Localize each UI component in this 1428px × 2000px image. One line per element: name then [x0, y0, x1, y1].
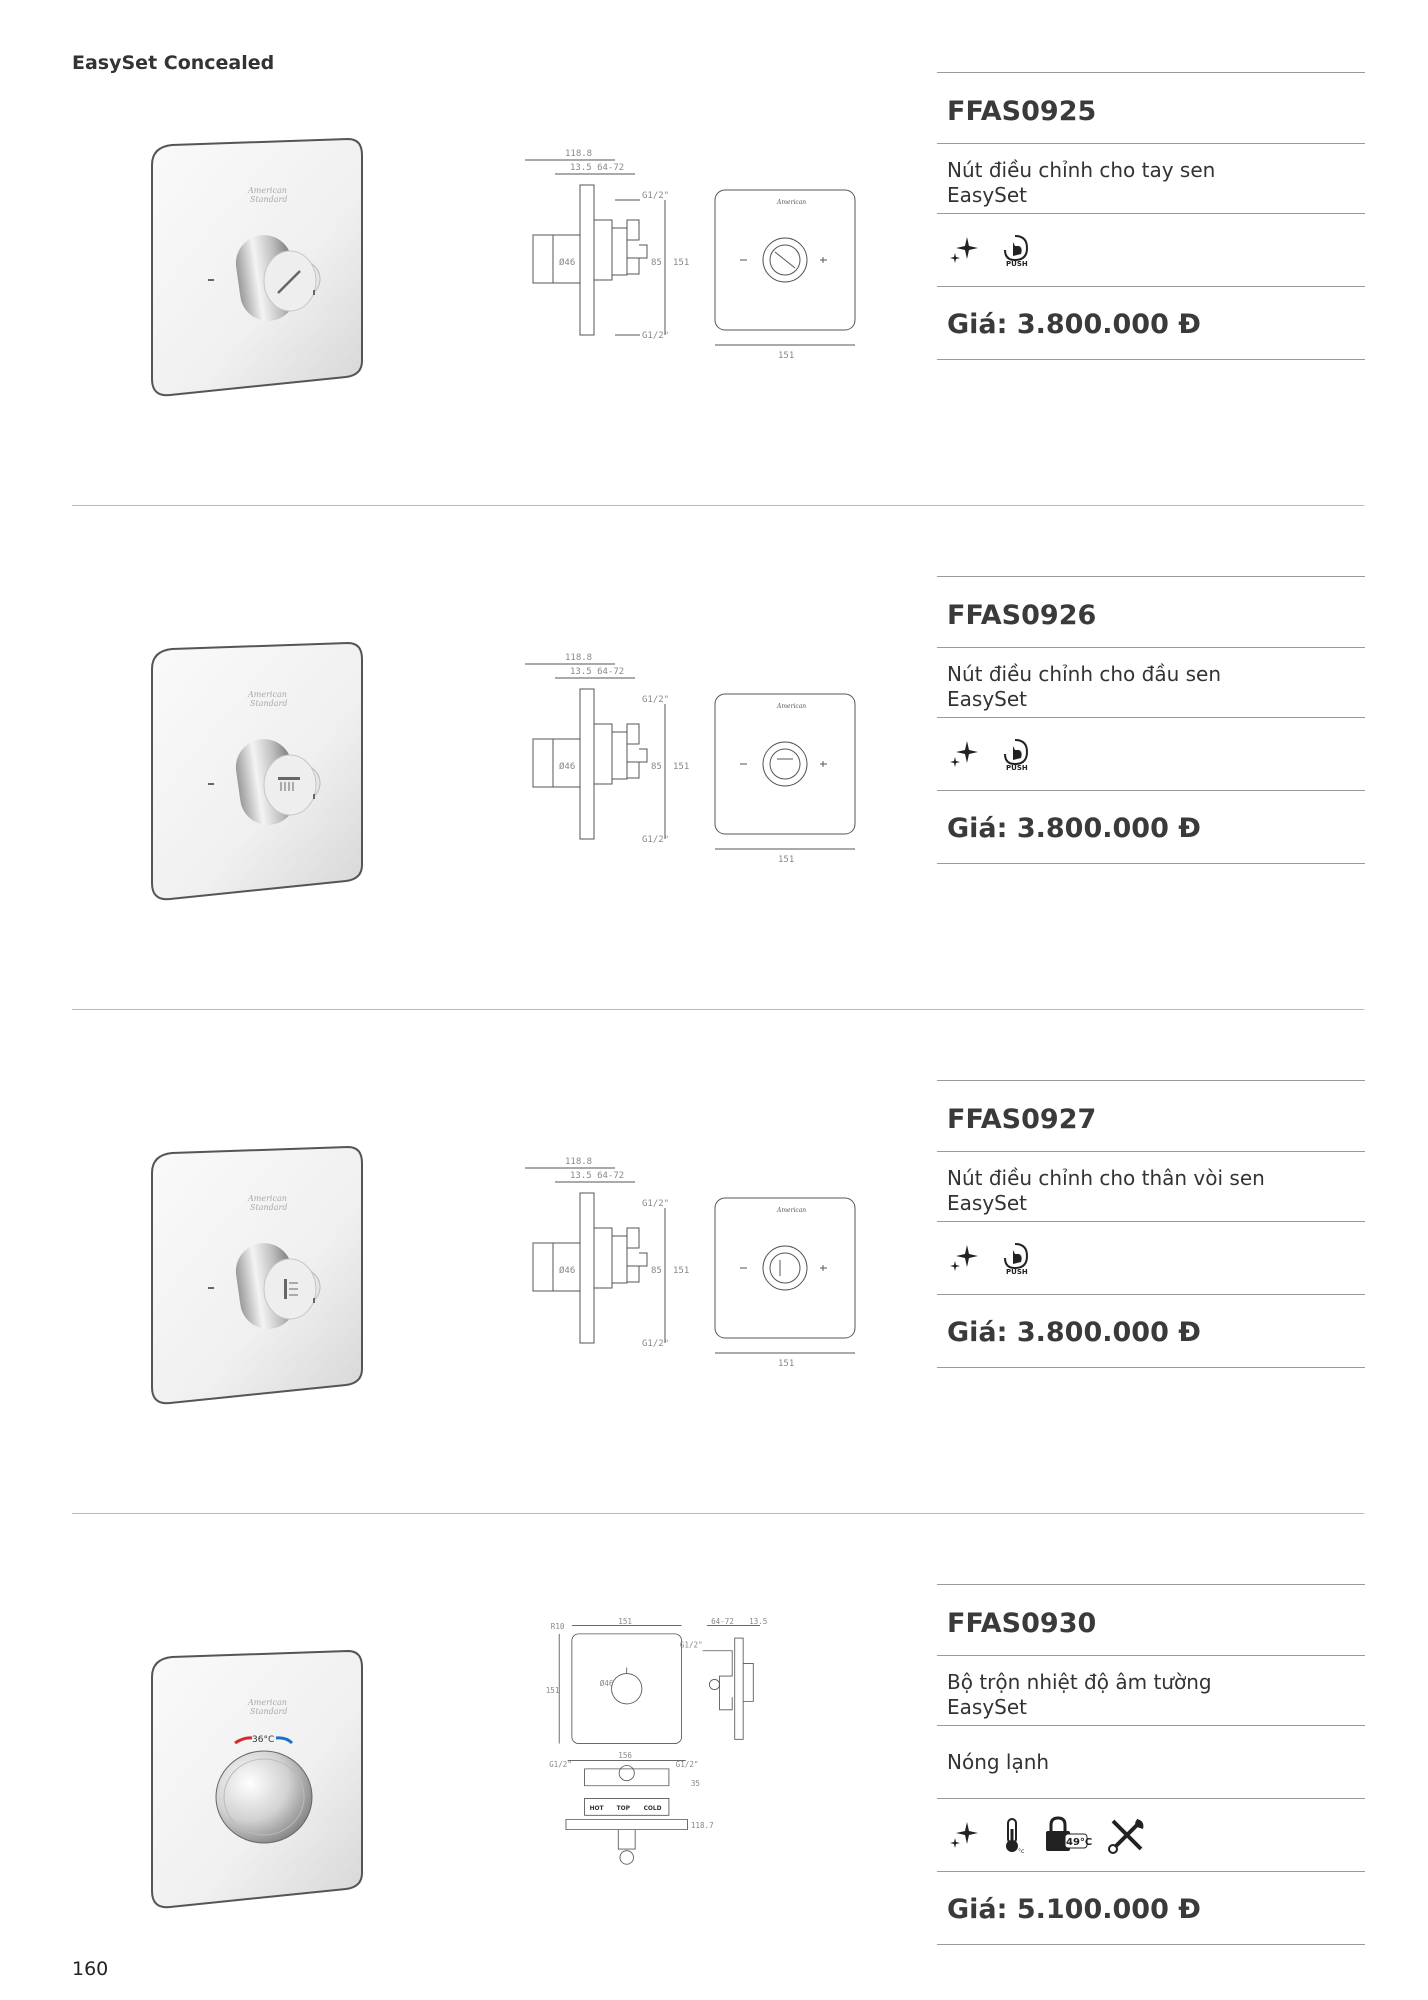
feature-icons: [937, 1798, 1365, 1871]
feature-icons: [937, 213, 1365, 286]
dim-label: 151: [778, 351, 795, 361]
product-code: FFAS0926: [937, 576, 1365, 647]
dim-label: 13.5 64-72: [570, 163, 625, 173]
product-info: [937, 1584, 1365, 1945]
product-photo: [140, 135, 380, 405]
section-divider: [72, 1009, 1364, 1010]
technical-drawing: [515, 644, 865, 914]
tools-icon: [1107, 1815, 1147, 1855]
svg-text:°c: °c: [1018, 1848, 1025, 1855]
description-line: EasySet: [947, 1191, 1027, 1215]
dim-label: 151: [778, 1359, 795, 1369]
dim-label: 85: [651, 762, 662, 772]
dim-label: 13.5 64-72: [570, 667, 625, 677]
product-description: [937, 1151, 1365, 1221]
product-photo: [140, 639, 380, 909]
push-icon: [999, 1238, 1033, 1278]
dim-label: 13.5: [749, 1616, 768, 1626]
svg-text:Standard: Standard: [250, 1203, 288, 1212]
sparkle-icon: [947, 233, 981, 267]
product-code: FFAS0930: [937, 1584, 1365, 1655]
technical-drawing: [515, 140, 865, 410]
dim-label: Ø46: [599, 1679, 614, 1689]
dim-label: 118.8: [565, 1157, 593, 1167]
sparkle-icon: [947, 1818, 981, 1852]
section-title: EasySet Concealed: [72, 52, 275, 74]
dim-label: 151: [618, 1616, 632, 1626]
dim-label: G1/2": [642, 191, 670, 201]
description-line: EasySet: [947, 687, 1027, 711]
description-line: Nút điều chỉnh cho thân vòi sen: [947, 1166, 1265, 1190]
dim-label: G1/2": [679, 1640, 703, 1650]
description-line: EasySet: [947, 1695, 1027, 1719]
push-label: PUSH: [1006, 260, 1028, 268]
dim-label: Ø46: [559, 762, 576, 772]
dim-label: 118.7: [690, 1820, 714, 1830]
brand-logo: American: [777, 199, 807, 206]
port-label: TOP: [616, 1806, 630, 1813]
dim-label: G1/2": [642, 1199, 670, 1209]
brand-logo: American: [777, 1207, 807, 1214]
technical-drawing: [515, 1617, 865, 1887]
dim-label: 156: [618, 1750, 632, 1760]
temp-label: 36°C: [252, 1735, 275, 1745]
svg-text:Standard: Standard: [250, 195, 288, 204]
dim-label: G1/2": [642, 835, 670, 845]
dim-label: 151: [545, 1685, 560, 1695]
product-code: FFAS0927: [937, 1080, 1365, 1151]
feature-icons: [937, 717, 1365, 790]
dim-label: 151: [778, 855, 795, 865]
description-line: Nút điều chỉnh cho tay sen: [947, 158, 1216, 182]
sparkle-icon: [947, 1241, 981, 1275]
page-number: 160: [72, 1958, 109, 1980]
product-info: [937, 1080, 1365, 1368]
product-description: [937, 1655, 1365, 1725]
sparkle-icon: [947, 737, 981, 771]
brand-logo: American: [777, 703, 807, 710]
dim-label: Ø46: [559, 1266, 576, 1276]
brand-logo: American: [248, 1194, 287, 1203]
dim-label: 85: [651, 1266, 662, 1276]
port-label: HOT: [589, 1806, 604, 1813]
dim-label: 118.8: [565, 653, 593, 663]
dim-label: G1/2": [642, 695, 670, 705]
push-icon: [999, 230, 1033, 270]
brand-logo: American: [248, 1698, 287, 1707]
dim-label: G1/2": [549, 1760, 572, 1770]
section-divider: [72, 505, 1364, 506]
dim-label: 151: [673, 762, 690, 772]
dim-label: 151: [673, 258, 690, 268]
push-icon: [999, 734, 1033, 774]
lock-49c-icon: [1043, 1815, 1093, 1855]
dim-label: 13.5 64-72: [570, 1171, 625, 1181]
technical-drawing: [515, 1148, 865, 1418]
lock-label: 49°C: [1066, 1837, 1093, 1848]
dim-label: 151: [673, 1266, 690, 1276]
port-label: COLD: [643, 1806, 662, 1813]
product-price: Giá: 3.800.000 Đ: [937, 1294, 1365, 1368]
brand-logo: American: [248, 186, 287, 195]
section-divider: [72, 1513, 1364, 1514]
product-info: [937, 72, 1365, 360]
dim-label: 35: [690, 1778, 700, 1788]
push-label: PUSH: [1006, 1268, 1028, 1276]
svg-text:Standard: Standard: [250, 1707, 288, 1716]
dim-label: 85: [651, 258, 662, 268]
dim-label: G1/2": [675, 1760, 699, 1770]
dim-label: R10: [550, 1621, 565, 1631]
feature-icons: [937, 1221, 1365, 1294]
product-photo: [140, 1647, 380, 1917]
description-line: Nút điều chỉnh cho đầu sen: [947, 662, 1222, 686]
product-info: [937, 576, 1365, 864]
product-photo: [140, 1143, 380, 1413]
brand-logo: American: [248, 690, 287, 699]
description-line: Bộ trộn nhiệt độ âm tường: [947, 1670, 1212, 1694]
product-variant: Nóng lạnh: [937, 1725, 1365, 1798]
description-line: EasySet: [947, 183, 1027, 207]
dim-label: G1/2": [642, 331, 670, 341]
svg-text:Standard: Standard: [250, 699, 288, 708]
product-code: FFAS0925: [937, 72, 1365, 143]
dim-label: G1/2": [642, 1339, 670, 1349]
push-label: PUSH: [1006, 764, 1028, 772]
dim-label: Ø46: [559, 258, 576, 268]
product-price: Giá: 5.100.000 Đ: [937, 1871, 1365, 1945]
product-price: Giá: 3.800.000 Đ: [937, 790, 1365, 864]
product-description: [937, 143, 1365, 213]
thermometer-icon: [999, 1815, 1025, 1855]
product-price: Giá: 3.800.000 Đ: [937, 286, 1365, 360]
dim-label: 118.8: [565, 149, 593, 159]
dim-label: 64-72: [711, 1616, 734, 1626]
product-description: [937, 647, 1365, 717]
